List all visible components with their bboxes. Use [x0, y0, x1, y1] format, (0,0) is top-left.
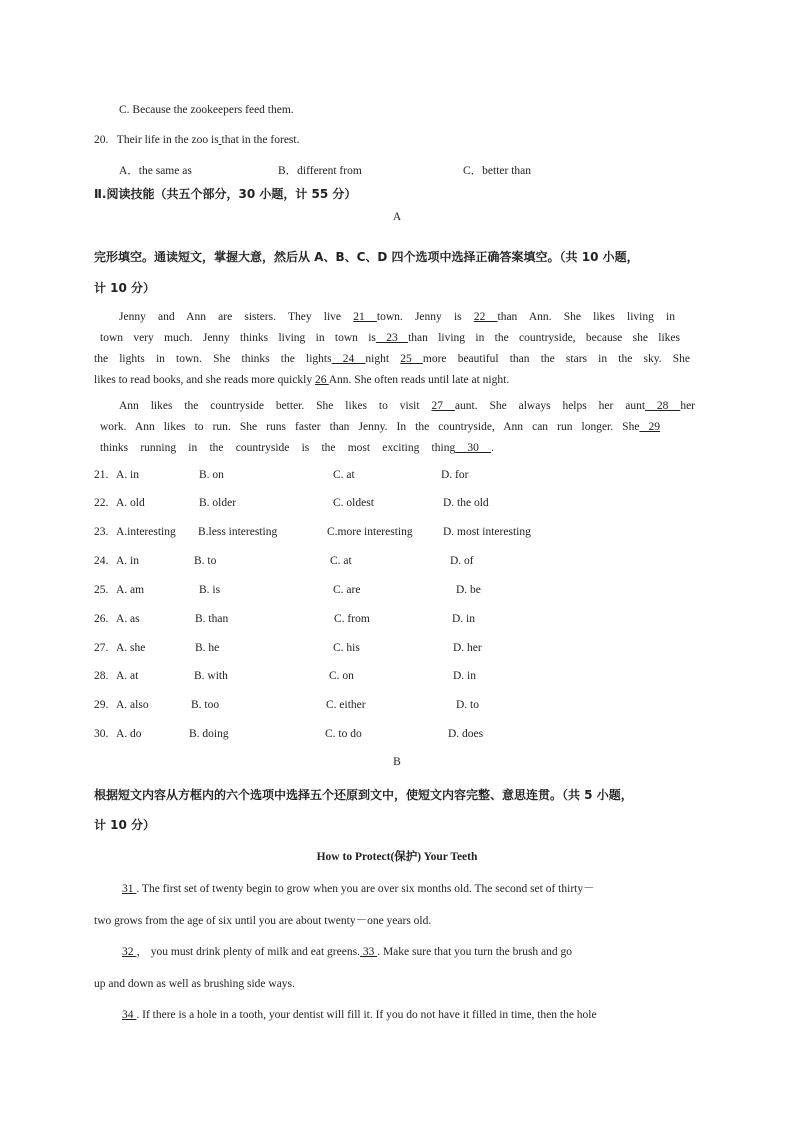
option-d: D. in [453, 670, 476, 682]
question-text: that in the forest. [221, 134, 300, 146]
part-b-letter: B [393, 756, 401, 768]
passage-b-line: 32 ， you must drink plenty of milk and eat greens. 33 . Make sure that you turn the brush and go [122, 946, 573, 958]
part-a-instruction: 完形填空。通读短文，掌握大意，然后从 A、B、C、D 四个选项中选择正确答案填空。（共 10 小题， [94, 250, 639, 264]
passage-line: work. Ann likes to run. She runs faster than Jenny. In the countryside, Ann can run longer. She 29 [100, 421, 660, 433]
section-title: Ⅱ.阅读技能（共五个部分，30 小题，计 55 分） [94, 187, 357, 201]
option-question-number: 26. [94, 613, 109, 625]
passage-b-line: up and down as well as brushing side ways. [94, 978, 295, 990]
option-a: A. also [116, 699, 149, 711]
option-c: C. on [329, 670, 354, 682]
option-d: D. the old [443, 497, 489, 509]
option-d: D. to [456, 699, 479, 711]
option-b: B. on [199, 469, 224, 481]
option-d: D. does [448, 728, 484, 740]
option-question-number: 28. [94, 670, 109, 682]
option-b: B. too [191, 699, 220, 711]
question-text: Their life in the zoo is [116, 134, 219, 146]
option-question-number: 21. [94, 469, 109, 481]
option-question-number: 25. [94, 584, 109, 596]
passage-b-line: two grows from the age of six until you are about twenty－one years old. [94, 915, 432, 927]
option-b: B.less interesting [198, 526, 278, 538]
option-question-number: 29. [94, 699, 109, 711]
passage-line: Ann likes the countryside better. She likes to visit 27 aunt. She always helps her aunt 28 her [119, 400, 696, 412]
option-d: D. her [453, 642, 482, 654]
passage-b-line: 34 . If there is a hole in a tooth, your dentist will fill it. If you do not have it filled in time, then the hole [122, 1009, 597, 1021]
option-a: A. am [116, 584, 145, 596]
option-c: C.more interesting [327, 526, 413, 538]
option-d: D. for [441, 469, 469, 481]
option-a: A. do [116, 728, 142, 740]
option-a: A. old [116, 497, 145, 509]
option-a: A. she [116, 642, 146, 654]
option-b: B. with [194, 670, 228, 682]
option-c: C. are [333, 584, 361, 596]
q20-option-a: A．the same as [119, 165, 192, 177]
passage-title: How to Protect(保护) Your Teeth [316, 851, 478, 863]
option-c: C. from [334, 613, 370, 625]
option-a: A. in [116, 469, 139, 481]
passage-line: town very much. Jenny thinks living in town is 23 than living in the countryside, because she likes [100, 332, 680, 344]
option-d: D. in [452, 613, 475, 625]
option-c: C. at [333, 469, 355, 481]
option-b: B. older [199, 497, 237, 509]
option-d: D. most interesting [443, 526, 531, 538]
passage-line: thinks running in the countryside is the most exciting thing 30 . [100, 442, 494, 454]
option-b: B. he [195, 642, 220, 654]
option-c: C. to do [325, 728, 362, 740]
option-c: C. oldest [333, 497, 374, 509]
option-c: C. either [326, 699, 366, 711]
option-b: B. to [194, 555, 217, 567]
part-a-instruction-cont: 计 10 分） [94, 281, 156, 295]
question-number: 20. [94, 134, 109, 146]
option-b: B. is [199, 584, 221, 596]
option-d: D. of [450, 555, 474, 567]
passage-line: the lights in town. She thinks the lights 24 night 25 more beautiful than the stars in the sky. She [94, 353, 691, 365]
option-a: A. as [116, 613, 140, 625]
option-d: D. be [456, 584, 481, 596]
option-question-number: 30. [94, 728, 109, 740]
q20-option-c: C．better than [463, 165, 532, 177]
passage-line: Jenny and Ann are sisters. They live 21 town. Jenny is 22 than Ann. She likes living in [119, 311, 676, 323]
q19-option-c: C. Because the zookeepers feed them. [119, 104, 294, 116]
option-a: A.interesting [116, 526, 176, 538]
option-question-number: 27. [94, 642, 109, 654]
option-c: C. at [330, 555, 352, 567]
passage-b-line: 31 . The first set of twenty begin to grow when you are over six months old. The second set of thirty－ [122, 883, 595, 895]
option-question-number: 23. [94, 526, 109, 538]
option-a: A. at [116, 670, 139, 682]
option-c: C. his [333, 642, 360, 654]
option-a: A. in [116, 555, 139, 567]
option-b: B. doing [189, 728, 229, 740]
question-20 [94, 132, 299, 148]
q20-option-b: B．different from [278, 165, 362, 177]
option-question-number: 22. [94, 497, 109, 509]
option-question-number: 24. [94, 555, 109, 567]
option-b: B. than [195, 613, 229, 625]
part-b-instruction-cont: 计 10 分） [94, 818, 156, 832]
part-b-instruction: 根据短文内容从方框内的六个选项中选择五个还原到文中，使短文内容完整、意思连贯。（共 5 小题， [94, 788, 633, 802]
part-a-letter: A [392, 211, 402, 223]
passage-line: likes to read books, and she reads more quickly 26 Ann. She often reads until late at night. [94, 374, 510, 386]
